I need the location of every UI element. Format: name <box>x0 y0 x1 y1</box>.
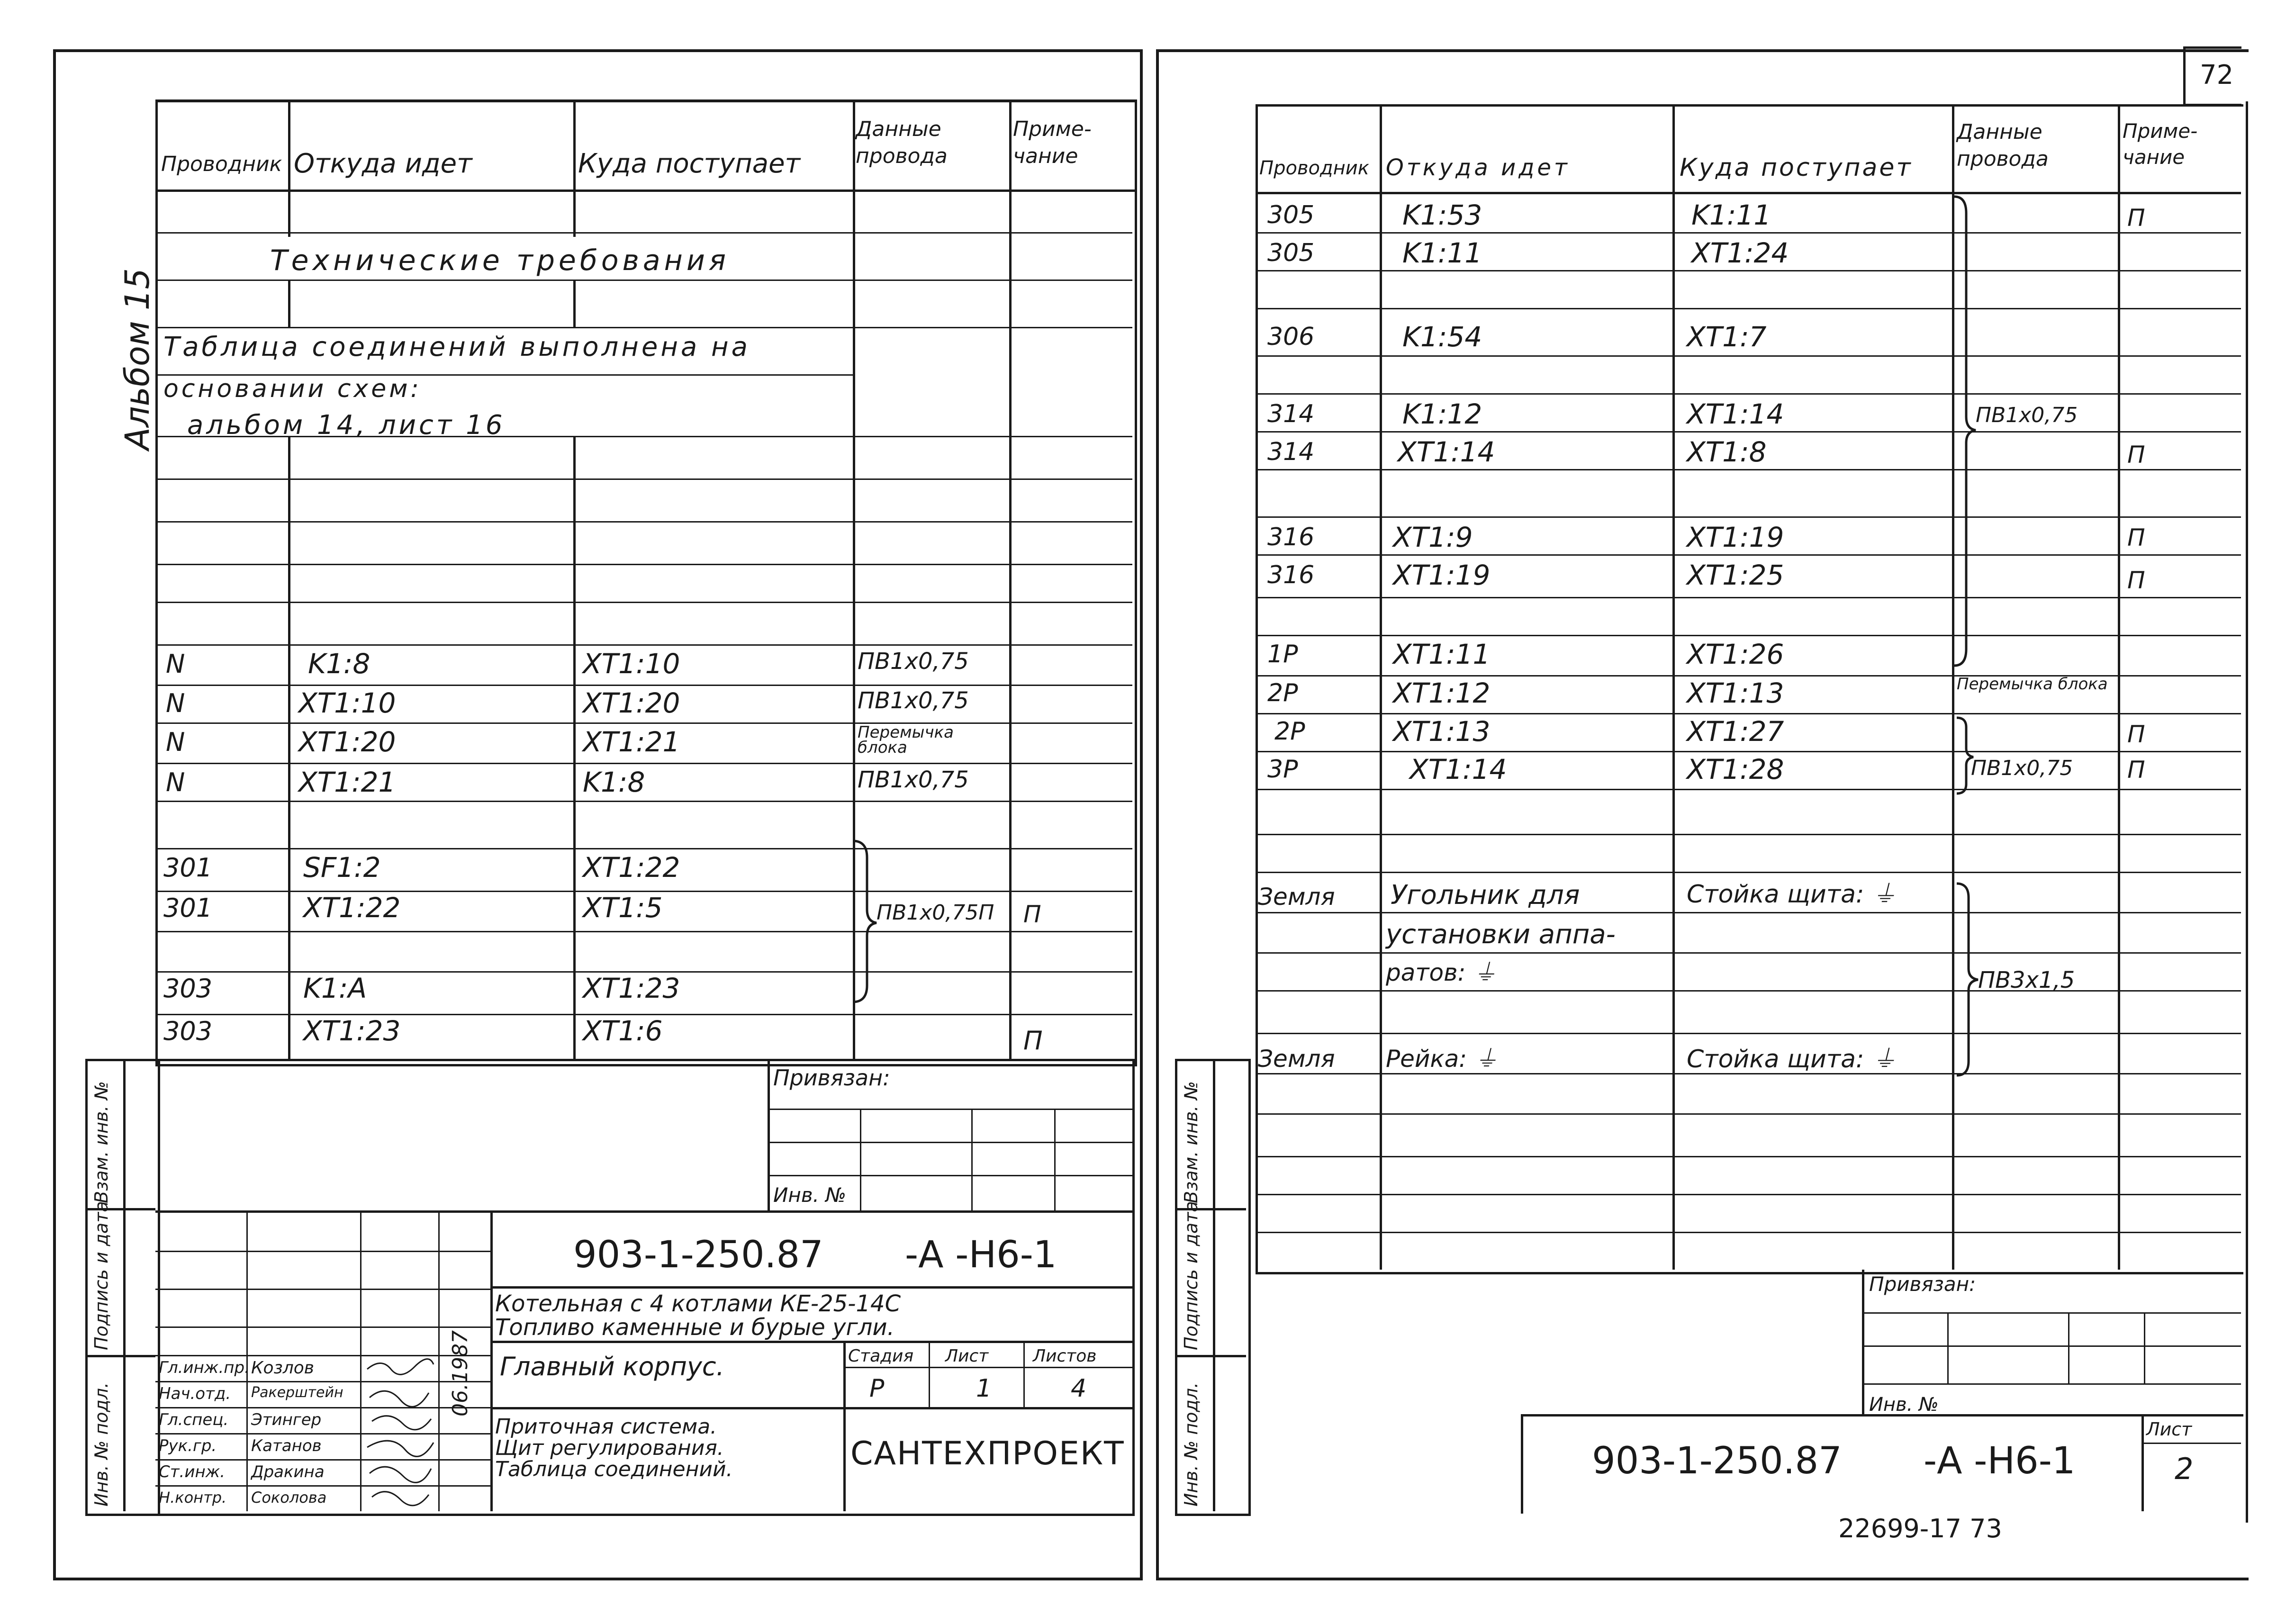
right-row-line <box>1256 431 2241 433</box>
right-brace-3 <box>1952 881 1985 1080</box>
right-header-line <box>1256 192 2241 194</box>
right-row-1-note: П <box>2127 204 2145 232</box>
right-row-3-to: XT1:7 <box>1687 321 1767 353</box>
left-privyazan-col <box>971 1109 973 1210</box>
right-privyazan-line <box>1862 1312 2241 1314</box>
left-row-line <box>155 722 1132 724</box>
left-privyazan-col <box>1054 1109 1056 1210</box>
stamp-sheet-title-line <box>490 1407 1132 1409</box>
right-row-2-from: K1:11 <box>1402 237 1482 269</box>
ground-data: ПВ3х1,5 <box>1978 967 2075 993</box>
left-privyazan-line <box>768 1142 1132 1143</box>
left-row-8-wire: 303 <box>163 1016 213 1046</box>
stamp-name-3: Этингер <box>251 1410 322 1429</box>
left-row-line <box>155 763 1132 764</box>
right-row-line <box>1256 308 2241 309</box>
stamp-sheet: 1 <box>976 1374 992 1403</box>
right-privyazan-col <box>1947 1312 1949 1383</box>
right-header-note: Приме- чание <box>2123 119 2198 169</box>
left-col-line-1b <box>288 280 290 327</box>
right-row-10-wire: 2Р <box>1274 717 1305 746</box>
stamp-name-2: Ракерштейн <box>251 1384 343 1401</box>
right-jumper: Перемычка блока <box>1957 675 2108 694</box>
right-privyazan: Привязан: <box>1869 1272 1976 1296</box>
left-row-6-data: ПВ1х0,75П <box>876 901 994 925</box>
ground1-from-1: Угольник для <box>1391 880 1580 911</box>
right-row-1-wire: 305 <box>1267 201 1315 229</box>
stamp-stage-col <box>843 1341 846 1511</box>
right-row-line <box>1256 751 2241 752</box>
stamp-col-sign <box>360 1210 361 1511</box>
stamp-top-line <box>155 1210 1132 1213</box>
ground1-wire: Земля <box>1258 883 1335 911</box>
right-row-line <box>1256 872 2241 873</box>
right-row-4-to: XT1:14 <box>1687 398 1784 430</box>
stamp-row <box>155 1355 490 1356</box>
left-row-7-from: K1:A <box>303 972 367 1004</box>
left-brace <box>848 839 886 1004</box>
stamp-title-line2: Топливо каменные и бурые угли. <box>495 1314 895 1341</box>
left-row-2-from: XT1:10 <box>298 687 396 719</box>
left-row-line <box>155 602 1132 603</box>
stamp-code-line <box>490 1286 1132 1289</box>
right-row-2-wire: 305 <box>1267 239 1315 267</box>
stamp-sheets: 4 <box>1071 1374 1087 1403</box>
technical-requirements: Технические требования <box>270 244 730 277</box>
left-row-8-note: П <box>1023 1026 1043 1056</box>
left-row-1-wire: N <box>166 649 185 679</box>
left-row-4-from: XT1:21 <box>298 766 396 798</box>
left-row-6-from: XT1:22 <box>303 892 401 924</box>
right-row-4-from: K1:12 <box>1402 398 1482 430</box>
right-privyazan-line <box>1862 1345 2241 1347</box>
right-col-line-2 <box>1672 104 1675 1270</box>
stamp-sheet-title-1: Приточная система. <box>495 1415 717 1439</box>
left-row-3-to: XT1:21 <box>583 726 680 758</box>
right-brace-2 <box>1952 715 1980 796</box>
right-row-line <box>1256 516 2241 518</box>
right-col-line-1 <box>1380 104 1382 1270</box>
ground2-wire: Земля <box>1258 1045 1335 1073</box>
right-header-from: Откуда идет <box>1386 154 1570 181</box>
right-row-3-wire: 306 <box>1267 323 1315 351</box>
stamp-date: 06.1987 <box>448 1330 472 1416</box>
left-col-line-1 <box>288 99 290 237</box>
stamp-title-line <box>490 1341 1132 1343</box>
right-row-line <box>1256 232 2241 234</box>
left-row-line <box>155 327 1132 328</box>
stamp-row <box>155 1289 490 1290</box>
right-row-8-from: XT1:11 <box>1393 638 1491 670</box>
right-privyazan-line <box>1862 1383 2241 1385</box>
stamp-row <box>155 1485 490 1487</box>
left-row-line <box>155 848 1132 849</box>
left-side-divider <box>123 1059 126 1511</box>
right-sheet-number: 2 <box>2175 1452 2194 1486</box>
left-col-line-2b <box>573 280 576 327</box>
right-row-6-from: XT1:9 <box>1393 521 1473 553</box>
right-brace-1 <box>1950 194 1983 668</box>
left-row-6-note: П <box>1023 901 1041 928</box>
right-row-line <box>1256 713 2241 714</box>
right-side-label-sign: Подпись и дата <box>1181 1201 1202 1350</box>
left-row-line <box>155 801 1132 802</box>
left-header-wire: Проводник <box>161 152 282 176</box>
right-row-7-from: XT1:19 <box>1393 559 1491 591</box>
left-side-label-replace: Взам. инв. № <box>91 1081 112 1203</box>
right-row-line <box>1256 1232 2241 1233</box>
stamp-col-date <box>438 1210 440 1511</box>
right-col-line-4 <box>2118 104 2120 1270</box>
left-row-2-to: XT1:20 <box>583 687 680 719</box>
right-header-to: Куда поступает <box>1680 153 1913 182</box>
left-side-label-sign: Подпись и дата <box>91 1201 112 1350</box>
right-side-divider <box>1175 1355 1246 1357</box>
right-row-5-from: XT1:14 <box>1398 436 1495 468</box>
right-header-data: Данные провода <box>1957 120 2049 171</box>
left-col-line-2c <box>573 436 576 1061</box>
left-row-5-from: SF1:2 <box>303 851 381 884</box>
right-row-6-wire: 316 <box>1267 523 1315 551</box>
stamp-row <box>155 1459 490 1461</box>
left-row-line <box>155 931 1132 932</box>
left-inv-no: Инв. № <box>773 1183 847 1207</box>
right-row-line <box>1256 355 2241 357</box>
right-row-10-note: П <box>2127 721 2145 748</box>
left-row-2-wire: N <box>166 688 185 718</box>
right-privyazan-col <box>2144 1312 2145 1383</box>
stamp-row <box>155 1433 490 1435</box>
right-side-label-inv: Инв. № подл. <box>1181 1382 1202 1507</box>
right-row-7-note: П <box>2127 567 2145 594</box>
left-row-line <box>155 232 1132 234</box>
right-sheet-right-edge <box>2246 101 2248 1523</box>
right-row-line <box>1256 1156 2241 1157</box>
left-header-note: Приме- чание <box>1013 117 1092 169</box>
stamp-title-line1: Котельная с 4 котлами КЕ-25-14С <box>495 1290 901 1317</box>
left-privyazan-col <box>860 1109 861 1210</box>
stamp-doc-suffix: -А -Н6-1 <box>905 1234 1057 1276</box>
stamp-stage-col <box>1023 1341 1025 1407</box>
right-row-9-to: XT1:13 <box>1687 677 1784 709</box>
stamp-org: САНТЕХПРОЕКТ <box>850 1435 1125 1472</box>
left-row-line <box>155 644 1132 646</box>
left-row-4-wire: N <box>166 767 185 797</box>
stamp-name-4: Катанов <box>251 1436 322 1455</box>
right-row-9-from: XT1:12 <box>1393 677 1491 709</box>
left-row-1-to: XT1:10 <box>583 648 680 680</box>
archive-number: 22699-17 73 <box>1838 1514 2002 1543</box>
stamp-title-line3: Главный корпус. <box>500 1352 724 1381</box>
stamp-row <box>155 1407 490 1408</box>
right-row-5-note: П <box>2127 441 2145 469</box>
right-row-10-from: XT1:13 <box>1393 715 1491 748</box>
left-row-line <box>155 685 1132 686</box>
left-row-7-wire: 303 <box>163 974 213 1003</box>
left-row-1-data: ПВ1х0,75 <box>858 648 969 675</box>
right-row-1-from: K1:53 <box>1402 199 1482 231</box>
right-inv-no: Инв. № <box>1869 1394 1939 1416</box>
left-row-6-to: XT1:5 <box>583 892 663 924</box>
note-line-3: альбом 14, лист 16 <box>187 410 506 441</box>
left-row-7-to: XT1:23 <box>583 972 680 1004</box>
right-sheet-header: Лист <box>2146 1419 2192 1440</box>
ground2-from: Рейка: ⏚ <box>1386 1045 1498 1073</box>
right-side-divider <box>1213 1059 1215 1511</box>
left-row-2-data: ПВ1х0,75 <box>858 687 969 714</box>
ground1-to: Стойка щита: ⏚ <box>1687 880 1897 909</box>
signatures-scribble <box>362 1355 438 1511</box>
left-col-line-2 <box>573 99 576 237</box>
right-row-line <box>1256 270 2241 271</box>
left-row-1-from: K1:8 <box>308 648 370 680</box>
left-privyazan-line <box>768 1175 1132 1176</box>
right-row-11-to: XT1:28 <box>1687 753 1784 785</box>
right-row-line <box>1256 1194 2241 1195</box>
left-row-3-data: Перемычка блока <box>858 723 954 758</box>
ground2-to: Стойка щита: ⏚ <box>1687 1045 1897 1074</box>
right-row-line <box>1256 834 2241 835</box>
right-row-line <box>1256 554 2241 556</box>
right-row-11-note: П <box>2127 756 2145 784</box>
left-row-4-to: K1:8 <box>583 766 645 798</box>
left-col-line-1c <box>288 436 290 1061</box>
left-row-3-wire: N <box>166 727 185 757</box>
left-row-8-to: XT1:6 <box>583 1015 663 1047</box>
right-doc-suffix: -А -Н6-1 <box>1924 1440 2076 1482</box>
left-row-8-from: XT1:23 <box>303 1015 401 1047</box>
left-privyazan: Привязан: <box>773 1065 890 1091</box>
right-row-7-wire: 316 <box>1267 561 1315 589</box>
stamp-col-a <box>490 1210 493 1511</box>
left-header-data: Данные провода <box>856 117 948 169</box>
right-row-line <box>1256 393 2241 395</box>
right-row-8-to: XT1:26 <box>1687 638 1784 670</box>
stamp-name-5: Дракина <box>251 1462 325 1481</box>
stamp-stage: Р <box>869 1374 885 1403</box>
right-row-line <box>1256 1033 2241 1034</box>
right-row-10-to: XT1:27 <box>1687 715 1784 748</box>
stamp-role-4: Рук.гр. <box>159 1436 217 1455</box>
left-row-line <box>155 280 1132 281</box>
stamp-sheet-title-2: Щит регулирования. <box>495 1436 724 1460</box>
right-row-line <box>1256 635 2241 636</box>
stamp-stage-col <box>929 1341 930 1407</box>
right-privyazan-col <box>2068 1312 2069 1383</box>
right-row-line <box>1256 912 2241 913</box>
right-row-7-to: XT1:25 <box>1687 559 1784 591</box>
stamp-sheet-header: Лист <box>945 1346 989 1366</box>
stamp-role-6: Н.контр. <box>159 1489 227 1507</box>
right-row-line <box>1256 789 2241 790</box>
right-sheet-line <box>2141 1443 2241 1444</box>
right-row-4-wire: 314 <box>1267 400 1315 428</box>
right-row-line <box>1256 952 2241 954</box>
right-wire-data-1: ПВ1х0,75 <box>1976 403 2078 427</box>
right-row-5-to: XT1:8 <box>1687 436 1767 468</box>
left-row-4-data: ПВ1х0,75 <box>858 767 969 793</box>
stamp-role-3: Гл.спец. <box>159 1410 229 1429</box>
stamp-role-5: Ст.инж. <box>159 1462 226 1481</box>
left-row-5-to: XT1:22 <box>583 851 680 884</box>
stamp-row <box>155 1381 490 1382</box>
right-row-11-from: XT1:14 <box>1410 753 1507 785</box>
stamp-stage-header: Стадия <box>848 1346 914 1366</box>
right-row-line <box>1256 990 2241 992</box>
right-row-line <box>1256 597 2241 598</box>
left-row-line <box>155 478 1132 480</box>
right-header-wire: Проводник <box>1259 157 1369 179</box>
ground1-from-2: установки аппа- <box>1386 919 1616 950</box>
left-row-6-wire: 301 <box>163 893 213 923</box>
left-privyazan-line <box>768 1109 1132 1110</box>
right-row-5-wire: 314 <box>1267 438 1315 466</box>
left-header-from: Откуда идет <box>294 148 472 179</box>
right-sheet-col <box>2141 1414 2144 1511</box>
right-row-line <box>1256 1113 2241 1115</box>
left-header-to: Куда поступает <box>578 148 801 179</box>
album-label: Альбом 15 <box>118 268 157 450</box>
note-line-1: Таблица соединений выполнена на <box>163 332 750 362</box>
left-side-divider <box>85 1355 155 1357</box>
left-row-5-wire: 301 <box>163 853 213 883</box>
left-row-line <box>155 521 1132 523</box>
stamp-role-2: Нач.отд. <box>159 1384 231 1403</box>
right-row-line <box>1256 469 2241 470</box>
right-row-8-wire: 1Р <box>1267 640 1298 668</box>
right-row-9-wire: 2Р <box>1267 679 1298 707</box>
right-row-6-to: XT1:19 <box>1687 521 1784 553</box>
stamp-doc-code: 903-1-250.87 <box>573 1234 823 1276</box>
stamp-role-1: Гл.инж.пр. <box>159 1358 250 1377</box>
left-col-line-4 <box>1009 99 1012 1061</box>
right-row-3-from: K1:54 <box>1402 321 1482 353</box>
right-row-1-to: K1:11 <box>1691 199 1771 231</box>
right-doc-code: 903-1-250.87 <box>1592 1440 1842 1482</box>
left-header-line <box>155 189 1135 192</box>
left-row-3-from: XT1:20 <box>298 726 396 758</box>
right-row-11-wire: 3Р <box>1267 755 1298 784</box>
stamp-name-6: Соколова <box>251 1489 327 1507</box>
stamp-stage-line <box>843 1367 1132 1368</box>
ground1-from-3: ратов: ⏚ <box>1386 959 1497 986</box>
stamp-row <box>155 1251 490 1252</box>
right-row-2-to: XT1:24 <box>1691 237 1789 269</box>
stamp-sheets-header: Листов <box>1033 1346 1097 1366</box>
page-number: 72 <box>2200 60 2234 90</box>
note-line-2: основании схем: <box>163 375 422 403</box>
left-side-label-inv: Инв. № подл. <box>91 1382 112 1507</box>
right-row-11-data: ПВ1х0,75 <box>1971 756 2073 780</box>
right-row-6-note: П <box>2127 524 2145 551</box>
stamp-sheet-title-3: Таблица соединений. <box>495 1457 733 1481</box>
left-row-line <box>155 564 1132 565</box>
stamp-name-1: Козлов <box>251 1358 314 1378</box>
stamp-row <box>155 1326 490 1328</box>
right-side-label-replace: Взам. инв. № <box>1181 1081 1202 1203</box>
